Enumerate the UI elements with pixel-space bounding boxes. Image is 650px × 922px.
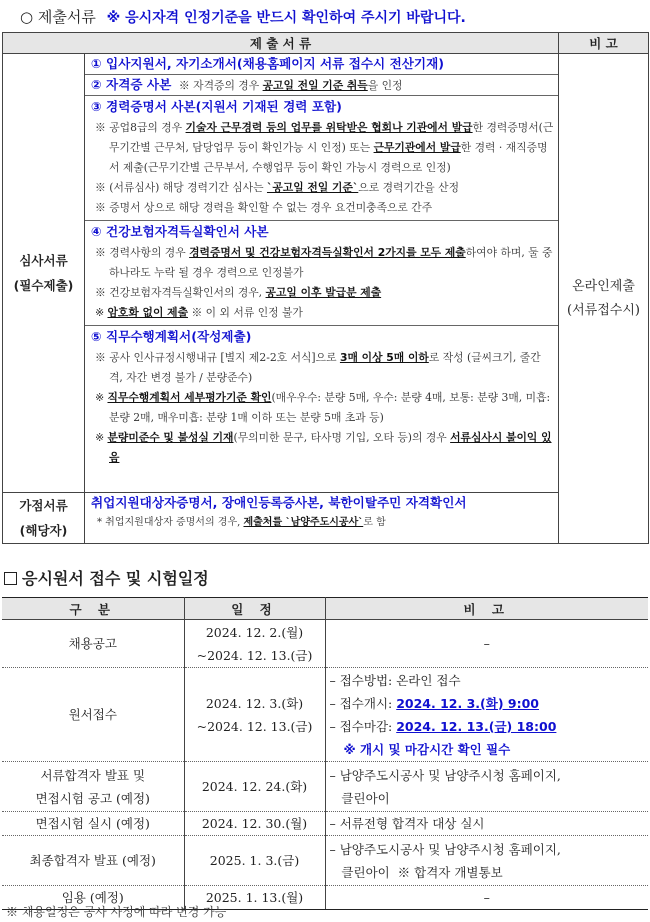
row-remark: – — [325, 620, 648, 668]
table-row — [2, 762, 648, 812]
apply-end: – 접수마감: 2024. 12. 13.(금) 18:00 — [329, 718, 557, 734]
table-row — [2, 836, 648, 886]
bonus-category-sub: (해당자) — [19, 523, 68, 538]
row-remark: – — [325, 886, 648, 910]
schedule-header-remark: 비 고 — [325, 598, 648, 620]
insurance-note-1: ※ 경력사항의 경우 경력증명서 및 건강보험자격득실확인서 2가지를 모두 제출하여야 하며, 둘 중 하나라도 누락 될 경우 경력으로 인정불가 — [95, 246, 553, 279]
documents-header-main: 제 출 서 류 — [3, 33, 559, 54]
item-license: ② 자격증 사본 — [91, 77, 172, 92]
documents-table — [2, 32, 649, 544]
item-insurance: ④ 건강보험자격득실확인서 사본 — [91, 224, 269, 239]
insurance-note-3: ※ 암호화 없이 제출 ※ 이 외 서류 인정 불가 — [95, 306, 303, 319]
schedule-footnote: ※ 채용일정은 공사 사정에 따라 변경 가능 — [6, 905, 227, 919]
time-check-warning: ※ 개시 및 마감시간 확인 필수 — [343, 741, 511, 757]
row-label: 서류합격자 발표 및 면접시험 공고 (예정) — [2, 762, 184, 812]
table-row — [2, 812, 648, 836]
screening-category — [3, 54, 85, 493]
screening-remark — [559, 54, 649, 544]
screening-category-label: 심사서류 — [19, 253, 68, 268]
bonus-note: * 취업지원대상자 증명서의 경우, 제출처를 `남양주도시공사`로 함 — [97, 517, 386, 528]
row-remark: – 남양주도시공사 및 남양주시청 홈페이지, 클린아이 ※ 합격자 개별통보 — [325, 836, 648, 886]
row-date: 2025. 1. 13.(월) — [184, 886, 325, 910]
item-career: ③ 경력증명서 사본(지원서 기재된 경력 포함) — [91, 99, 342, 114]
row-label: 최종합격자 발표 (예정) — [2, 836, 184, 886]
insurance-note-2: ※ 건강보험자격득실확인서의 경우, 공고일 이후 발급분 제출 — [95, 286, 382, 299]
row-label: 면접시험 실시 (예정) — [2, 812, 184, 836]
career-note-1: ※ 공업8급의 경우 기술자 근무경력 등의 업무를 위탁받은 협회나 기관에서 발급한 경력증명서(근무기간별 근무처, 담당업무 등이 확인가능 시 인정) 또는 근무기관에서 발급한 경력 · 재직증명서 제출(근무기간별 근무부서, 수행업무 등이 확인 가능시 경력으로 인정) — [95, 121, 554, 174]
row-remark: – 남양주도시공사 및 남양주시청 홈페이지, 클린아이 — [325, 762, 648, 812]
row-label: 채용공고 — [2, 620, 184, 668]
plan-note-3: ※ 분량미준수 및 불성실 기재(무의미한 문구, 타사명 기입, 오타 등)의 경우 서류심사시 불이익 있음 — [95, 431, 552, 464]
schedule-table — [2, 597, 648, 910]
schedule-section-title-text: 응시원서 접수 및 시험일정 — [22, 569, 209, 588]
remark-online: 온라인제출 — [572, 278, 635, 294]
item-license-note: ※ 자격증의 경우 공고일 전일 기준 취득을 인정 — [178, 79, 403, 92]
item-application-form: ① 입사지원서, 자기소개서(채용홈페이지 서류 접수시 전산기재) — [85, 54, 558, 75]
bonus-category — [3, 493, 85, 544]
eligibility-notice: ※ 응시자격 인정기준을 반드시 확인하여 주시기 바랍니다. — [106, 10, 466, 26]
item-plan-block — [85, 326, 558, 470]
apply-start: – 접수개시: 2024. 12. 3.(화) 9:00 — [329, 695, 539, 711]
career-note-2: ※ (서류심사) 해당 경력기간 심사는 `공고일 전일 기준`으로 경력기간을 산정 — [95, 181, 460, 194]
documents-header-remark: 비 고 — [559, 33, 649, 54]
item-career-block — [85, 96, 558, 221]
career-note-3: ※ 증명서 상으로 해당 경력을 확인할 수 없는 경우 요건미충족으로 간주 — [95, 201, 433, 214]
row-date: 2024. 12. 3.(화) ~2024. 12. 13.(금) — [184, 668, 325, 762]
plan-note-1: ※ 공사 인사규정시행내규 [별지 제2-2호 서식]으로 3매 이상 5매 이하로 작성 (글씨크기, 줄간격, 자간 변경 불가 / 분량준수) — [95, 351, 541, 384]
schedule-header-date: 일 정 — [184, 598, 325, 620]
item-license-row — [85, 75, 558, 96]
apply-method: – 접수방법: 온라인 접수 — [329, 672, 461, 688]
bonus-category-label: 가점서류 — [19, 498, 68, 513]
row-date: 2024. 12. 30.(월) — [184, 812, 325, 836]
row-label: 원서접수 — [2, 668, 184, 762]
row-remark — [325, 668, 648, 762]
table-row — [2, 668, 648, 762]
checkbox-square-icon — [4, 572, 17, 585]
row-date: 2024. 12. 24.(화) — [184, 762, 325, 812]
row-remark: – 서류전형 합격자 대상 실시 — [325, 812, 648, 836]
documents-title: ○ 제출서류 — [20, 8, 96, 26]
row-label: 임용 (예정) — [2, 886, 184, 910]
row-date: 2024. 12. 2.(월) ~2024. 12. 13.(금) — [184, 620, 325, 668]
documents-heading — [20, 6, 466, 27]
table-row — [2, 620, 648, 668]
plan-note-2: ※ 직무수행계획서 세부평가기준 확인(매우우수: 분량 5매, 우수: 분량 4매, 보통: 분량 3매, 미흡: 분량 2매, 매우미흡: 분량 1매 이하 또는 분량 5매 초과 등) — [95, 391, 551, 424]
row-date: 2025. 1. 3.(금) — [184, 836, 325, 886]
item-plan: ⑤ 직무수행계획서(작성제출) — [91, 329, 252, 344]
screening-items — [85, 54, 559, 493]
schedule-header-category: 구 분 — [2, 598, 184, 620]
bonus-items — [85, 493, 559, 544]
bonus-item: 취업지원대상자증명서, 장애인등록증사본, 북한이탈주민 자격확인서 — [91, 495, 467, 510]
screening-category-sub: (필수제출) — [13, 278, 74, 293]
schedule-section-title — [4, 566, 209, 589]
remark-on-application: (서류접수시) — [567, 302, 640, 318]
item-insurance-block — [85, 221, 558, 326]
